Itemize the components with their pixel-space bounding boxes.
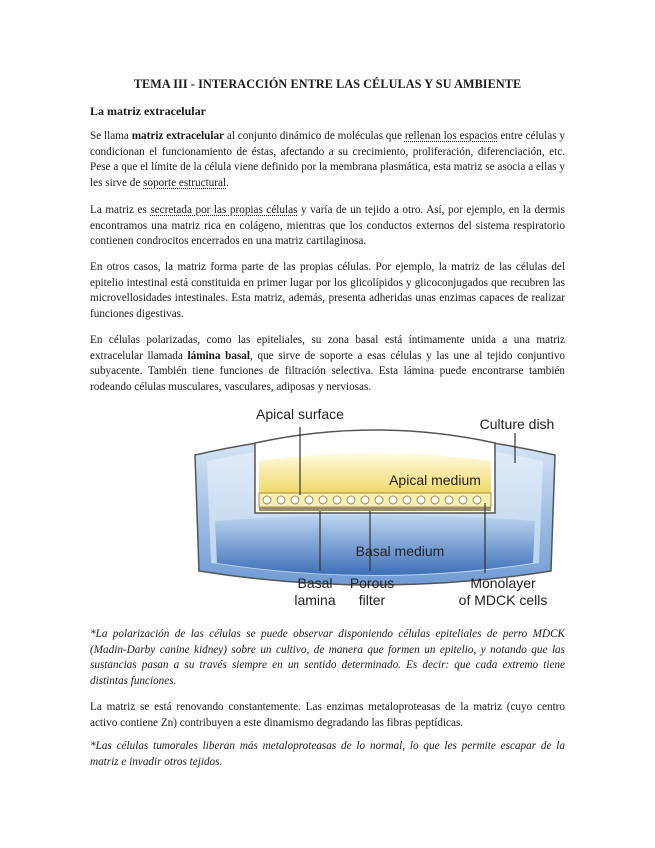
term-matriz-extracelular: matriz extracelular [131, 130, 225, 142]
term-lamina-basal: lámina basal [187, 349, 251, 362]
paragraph-5: La matriz se está renovando constantemente. Las enzimas metaloproteasas de la matriz (cuyo centro activo contiene Zn) contribuyen a este dinamismo degradando las fibras peptídicas. [90, 701, 565, 729]
label-porous-filter-line1: Porous [349, 575, 395, 591]
underlined-secretada: secretada por las propias células [150, 204, 298, 216]
paragraph-4: En células polarizadas, como las epiteliales, su zona basal está íntimamente unida a una matriz extracelular llamada lámina basal, que sirve de soporte a esas células y las une al tejido conjuntivo subyacente. También tiene funciones de filtración selectiva. Esta lámina puede encontrarse también rodeando células musculares, vasculares, adiposas y nerviosas. [90, 334, 566, 393]
label-monolayer-line2: of MDCK cells [458, 592, 548, 608]
label-apical-medium: Apical medium [389, 472, 481, 488]
label-basal-lamina-line1: Basal [297, 575, 333, 591]
label-basal-lamina-line2: lamina [294, 592, 336, 608]
underlined-soporte: soporte estructural [143, 176, 227, 189]
section-heading: La matriz extracelular [90, 104, 206, 118]
note-1: *La polarización de las células se puede observar disponiendo células epiteliales de perro MDCK (Madin-Darby canine kidney) sobre un cultivo, de manera que formen un epitelio, y notando que las sustancias pasan a su través siempre en un sentido determinado. Es decir: que cada extremo tiene distintas funciones. [90, 628, 565, 687]
label-culture-dish: Culture dish [479, 416, 555, 432]
mdck-cell-monolayer [259, 493, 491, 507]
label-apical-surface: Apical surface [256, 406, 344, 422]
label-basal-medium: Basal medium [355, 543, 445, 559]
paragraph-3: En otros casos, la matriz forma parte de las propias células. Por ejemplo, la matriz de las células del epitelio intestinal está constituida en primer lugar por los glicolípidos y glicoconjugados que recubren las microvellosidades intestinales. Esta matriz, además, presenta adheridas unas enzimas capaces de realizar funciones digestivas. [90, 261, 565, 320]
note-2: *Las células tumorales liberan más metaloproteasas de lo normal, lo que les permite escapar de la matriz e invadir otros tejidos. [90, 740, 565, 768]
mdck-culture-diagram [175, 403, 575, 613]
porous-filter [259, 507, 491, 511]
paragraph-1: Se llama matriz extracelular al conjunto dinámico de moléculas que rellenan los espacios entre células y condicionan el funcionamiento de éstas, afectando a su crecimiento, proliferación, diferenciación, etc. Pese a que el límite de la célula viene definido por la membrana plasmática, esta matriz se asocia a ellas y les sirve de soporte estructural. [90, 130, 566, 189]
label-porous-filter-line2: filter [358, 592, 386, 608]
label-monolayer-line1: Monolayer [470, 575, 536, 591]
underlined-rellenan: rellenan los espacios [404, 130, 498, 142]
page-title: TEMA III - INTERACCIÓN ENTRE LAS CÉLULAS Y SU AMBIENTE [133, 77, 522, 91]
paragraph-2: La matriz es secretada por las propias células y varía de un tejido a otro. Así, por ejemplo, en la dermis encontramos una matriz rica en colágeno, mientras que los conductos externos del sistema respiratorio contienen condrocitos encerrados en una matriz cartilaginosa. [90, 204, 566, 248]
